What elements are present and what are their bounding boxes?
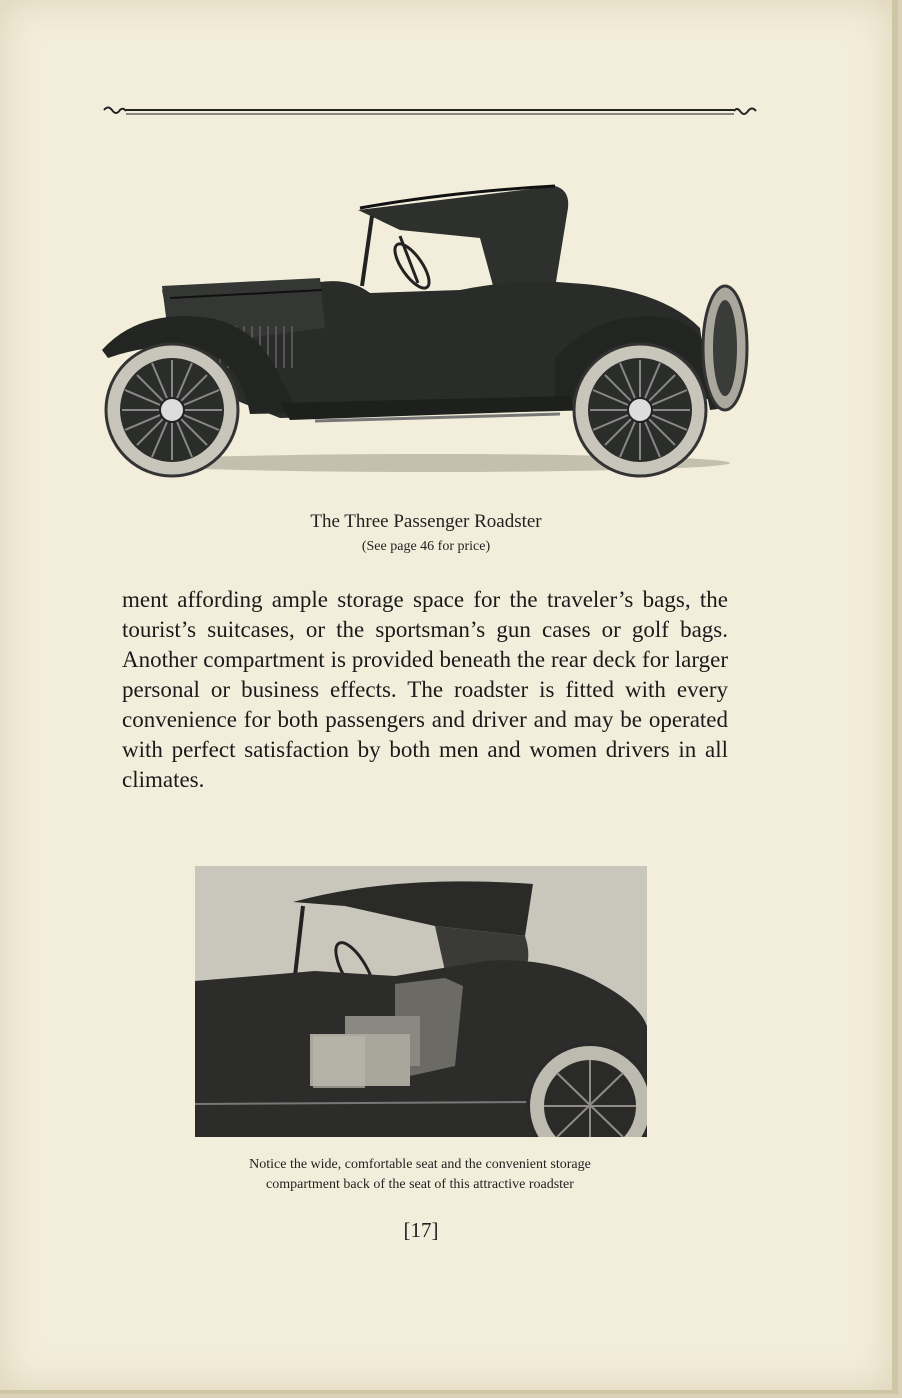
seat-caption-line-2: compartment back of the seat of this attractive roadster [266, 1177, 574, 1192]
body-paragraph: ment affording ample storage space for the traveler’s bags, the tourist’s suitcases, or the sportsman’s gun cases or golf bags. Another compartment is provided beneath the rear deck for larger personal or business effects. The roadster is fitted with every convenience for both passengers and driver and may be operated with perfect satisfaction by both men and women drivers in all climates. [122, 587, 728, 792]
roadster-illustration [100, 178, 755, 483]
roadster-caption-subtitle: (See page 46 for price) [361, 539, 491, 554]
page-number: [17] [403, 1218, 439, 1242]
decorative-rule [100, 104, 760, 120]
seat-caption-line-1: Notice the wide, comfortable seat and the convenient storage [249, 1157, 591, 1172]
seat-photo-caption [150, 1155, 690, 1195]
seat-photo [195, 866, 647, 1137]
seat-photo-image [195, 866, 647, 1137]
roadster-caption-title: The Three Passenger Roadster [310, 511, 542, 532]
